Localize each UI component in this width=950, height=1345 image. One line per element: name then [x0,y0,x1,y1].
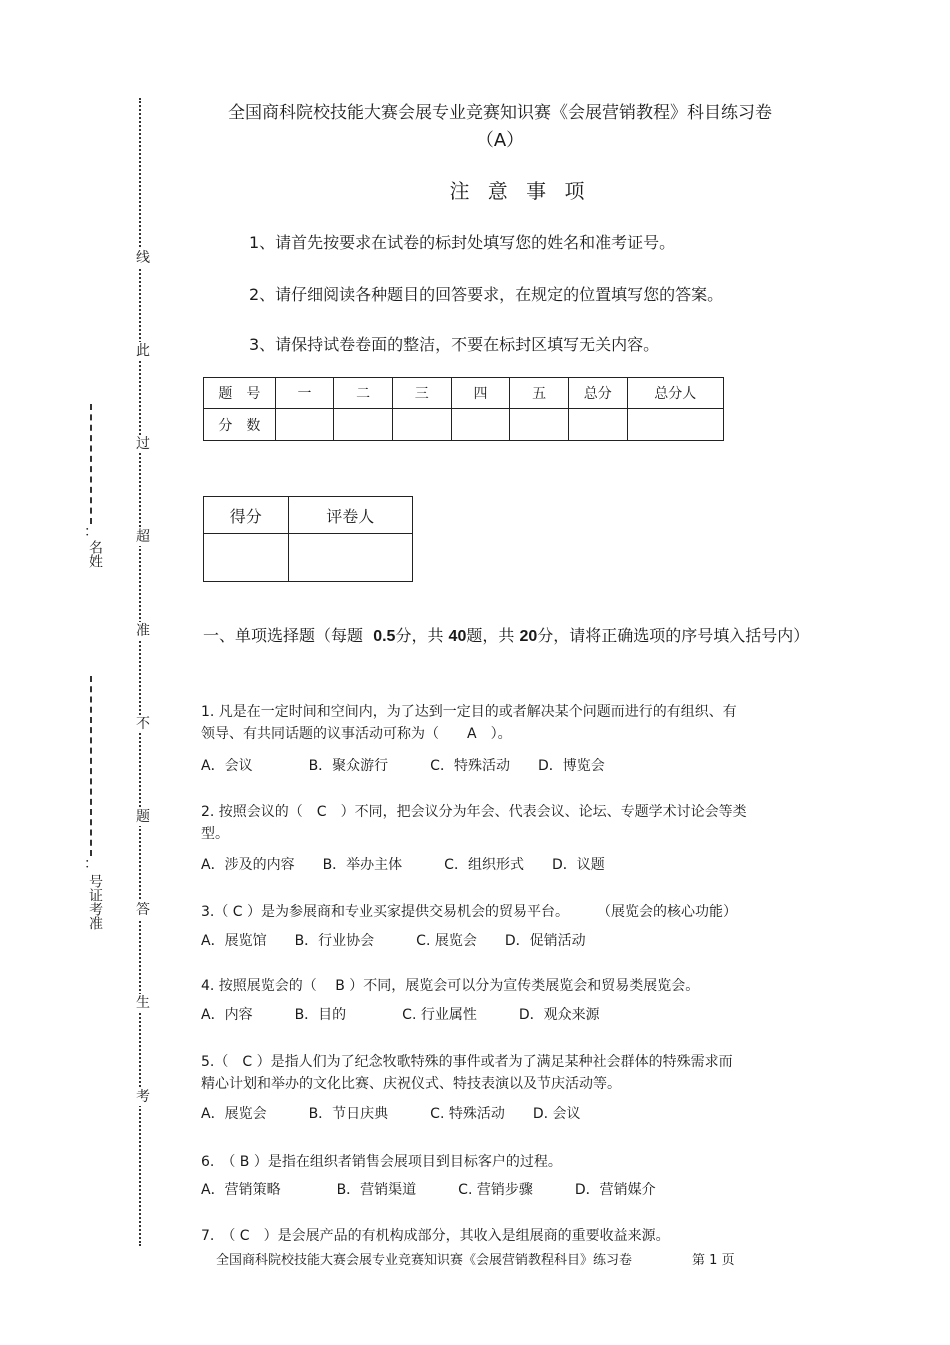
question-options: A．营销策略 B．营销渠道 C. 营销步骤 D．营销媒介 [201,1182,656,1198]
grader-score-cell[interactable] [204,534,289,582]
page-suffix: 页 [721,1253,735,1268]
question-text: 7. （ C ）是会展产品的有机构成部分，其收入是组展商的重要收益来源。 [201,1228,670,1244]
name-colon: ： [84,524,98,540]
question-options: A．展览馆 B．行业协会 C. 展览会 D．促销活动 [201,933,586,949]
score-cell[interactable] [568,409,627,441]
question-options: A．会议 B．聚众游行 C．特殊活动 D．博览会 [201,758,605,774]
question-6 [201,1151,801,1173]
question-text: 5.（ C ）是指人们为了纪念牧歌特殊的事件或者为了满足某种社会群体的特殊需求而 [201,1054,733,1070]
question-text: 3.（ C ）是为参展商和专业买家提供交易机会的贸易平台。 （展览会的核心功能） [201,904,738,920]
score-table [203,377,724,441]
exam-id-label: 号证考准 [87,874,103,930]
question-5 [201,1051,801,1095]
section-prefix: 一、单项选择题（每题 [203,626,364,645]
seal-char: 考 [136,1089,150,1105]
table-header-cell: 五 [510,378,569,409]
notice-item: 1、请首先按要求在试卷的标封处填写您的姓名和准考证号。 [249,233,676,252]
grader-name-cell[interactable] [288,534,412,582]
question-4 [201,975,801,997]
question-text: 6. （ B ）是指在组织者销售会展项目到目标客户的过程。 [201,1154,562,1170]
table-header-cell: 总分 [568,378,627,409]
seal-char: 超 [136,529,150,545]
table-header-cell: 一 [275,378,334,409]
question-text: 型。 [201,826,229,842]
grader-score-header: 得分 [204,497,289,534]
table-header-cell: 总分人 [627,378,723,409]
question-2 [201,801,801,845]
question-7 [201,1225,801,1247]
seal-char: 答 [136,902,150,918]
question-options: A．涉及的内容 B．举办主体 C．组织形式 D．议题 [201,857,605,873]
question-options: A．展览会 B．节日庆典 C. 特殊活动 D. 会议 [201,1106,581,1122]
question-text: 精心计划和举办的文化比赛、庆祝仪式、特技表演以及节庆活动等。 [201,1076,621,1092]
score-cell[interactable] [275,409,334,441]
question-text: 4. 按照展览会的（ B ）不同，展览会可以分为宣传类展览会和贸易类展览会。 [201,978,700,994]
page-prefix: 第 [692,1253,706,1268]
seal-char: 准 [136,623,150,639]
seal-dotted-line [139,98,141,1246]
page-number [692,1249,735,1268]
score-cell[interactable] [627,409,723,441]
question-text: 1. 凡是在一定时间和空间内，为了达到一定目的或者解决某个问题而进行的有组织、有 [201,704,737,720]
paper-version: （A） [475,130,525,151]
section-text: 分，共 [395,626,444,645]
seal-char: 过 [136,436,150,452]
section-points-each: 0.5 [373,628,396,645]
score-cell[interactable] [510,409,569,441]
question-3 [201,901,821,923]
seal-char: 生 [136,995,150,1011]
exam-id-fill-line[interactable] [90,676,92,856]
page-number-value: 1 [709,1253,718,1268]
section-heading [203,622,833,650]
score-cell[interactable] [451,409,510,441]
section-text: 题，共 [466,626,515,645]
table-header-cell: 三 [392,378,451,409]
section-count: 40 [448,628,467,645]
seal-char: 题 [136,809,150,825]
question-text: 领导、有共同话题的议事活动可称为（ A ）。 [201,726,512,742]
question-options: A．内容 B．目的 C. 行业属性 D．观众来源 [201,1007,600,1023]
name-label: 名姓 [87,540,103,568]
grader-name-header: 评卷人 [288,497,412,534]
score-cell[interactable] [392,409,451,441]
exam-id-colon: ： [84,856,98,872]
footer-text: 全国商科院校技能大赛会展专业竞赛知识赛《会展营销教程科目》练习卷 [216,1253,633,1268]
section-total: 20 [519,628,538,645]
notice-item: 3、请保持试卷卷面的整洁，不要在标封区填写无关内容。 [249,335,660,354]
name-fill-line[interactable] [90,404,92,524]
question-text: 2. 按照会议的（ C ）不同，把会议分为年会、代表会议、论坛、专题学术讨论会等类 [201,804,747,820]
section-suffix: 分，请将正确选项的序号填入括号内） [537,626,810,645]
paper-title: 全国商科院校技能大赛会展专业竞赛知识赛《会展营销教程》科目练习卷 [228,103,772,123]
table-header-cell: 二 [334,378,393,409]
seal-char: 不 [136,716,150,732]
seal-char: 线 [136,250,150,266]
notice-heading: 注 意 事 项 [449,179,591,203]
seal-char: 此 [136,343,150,359]
grader-table [203,496,413,582]
table-header-cell: 四 [451,378,510,409]
notice-item: 2、请仔细阅读各种题目的回答要求，在规定的位置填写您的答案。 [249,285,724,304]
score-cell[interactable] [334,409,393,441]
table-header-cell: 题 号 [204,378,276,409]
question-1 [201,701,801,745]
table-row-label: 分 数 [204,409,276,441]
